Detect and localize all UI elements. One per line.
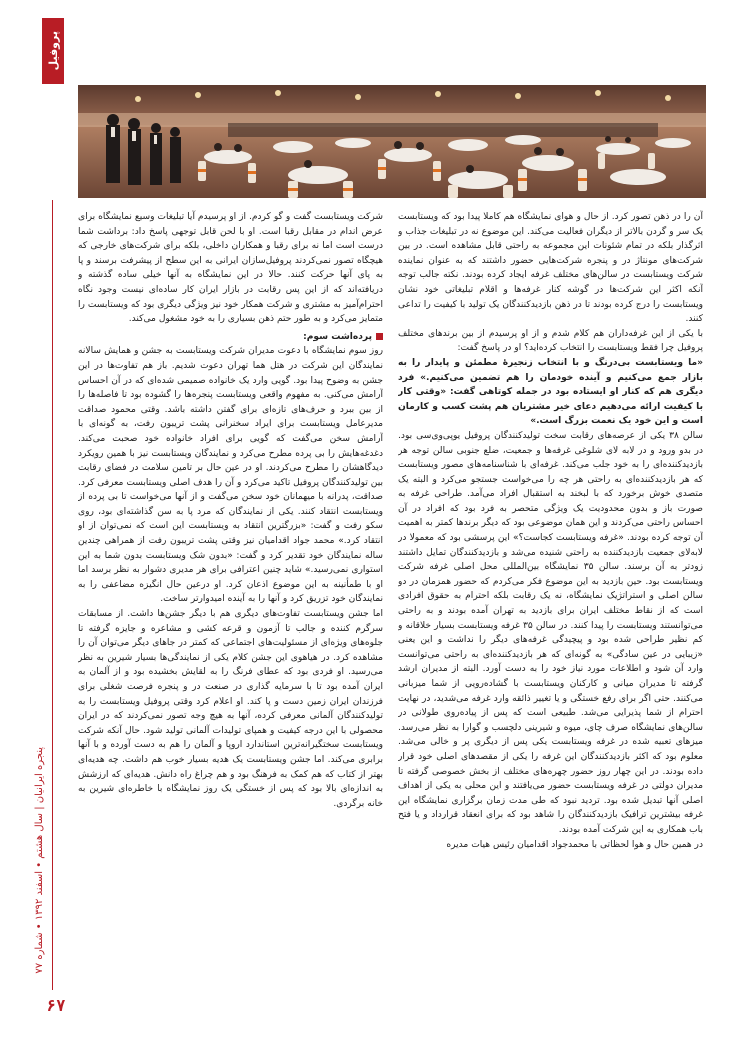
issue-info: پنجره ایرانیان | سال هشتم • اسفند ۱۳۹۲ • شماره ۷۷	[33, 746, 45, 974]
paragraph: آن را در ذهن تصور کرد. از حال و هوای نمایشگاه هم کاملا پیدا بود که ویستابست یک سر و گردن بالاتر از دیگران فعالیت می‌کند. این موضوع نه در تبلیغات جذاب و اثرگذار بلکه در تمام شئونات این مجموعه به راحتی قابل مشاهده است. در بین شرکت‌های مونتاژ در و پنجره شرکت‌هایی حضور داشتند که به عنوان نماینده شرکت ویستابست در سالن‌های مختلف غرفه ایجاد کرده بودند. نکته جالب توجه آنکه اکثر این شرکت‌ها در گوشه کنار غرفه‌ها و اقلام تبلیغاتی خود نشان ویستابست را درج کرده بودند تا در ذهن بازدیدکنندگان یک تولید با کیفیت را تداعی کنند.	[398, 212, 703, 325]
page-number: ۶۷	[46, 996, 66, 1015]
subheading	[78, 330, 383, 345]
subheading-text: پرده‌اشت سوم:	[303, 331, 372, 342]
right-text-column	[398, 210, 703, 1000]
section-tab	[42, 18, 64, 84]
paragraph: شرکت ویستابست گفت و گو کردم. از او پرسیدم آیا تبلیغات وسیع نمایشگاه برای عرض اندام در مقابل رقبا است. او با لحن قابل توجهی پاسخ داد: برداشت شما درست است اما نه برای رقبا و همکاران داخلی، بلکه برای شرکت‌های خارجی که هیچگاه تصور نمی‌کردند پروفیل‌سازان ایرانی به این سطح از پیشرفت برسند و پا به پای آنها حرکت کنند. حالا در این نمایشگاه به آنها خیلی ساده گذشته و دریافته‌اند که از این پس رقابت در بازار ایران کار ساده‌ای نیست وجود نگاه احترام‌آمیز به مشتری و شرکت همکار خود نیز ویژگی دیگری بود که ویستابست را متمایز می‌کرد و به طور حتم ذهن بسیاری را به خود مشغول می‌کند.	[78, 212, 383, 325]
section-label: پروفیل	[46, 31, 60, 71]
paragraph: سالن ۳۸ یکی از عرصه‌های رقابت سخت تولیدکنندگان پروفیل یوپی‌وی‌سی بود. در بدو ورود و در لابه لای شلوغی غرفه‌ها و جمعیت، ضلع جنوبی سالن توجه هر بازدیدکننده‌ای را به خود جلب می‌کند. غرفه‌ای با شناسنامه‌های مصور ویستابست که هر بازدیدکننده‌ای به راحتی هر چه را می‌خواست جستجو می‌کرد و البته یک متصدی خوش برخورد که با لبخند به استقبال افراد می‌آمد. طراحی غرفه به صورت باز و بدون محدودیت یک ویژگی متحصر به فرد بود که افراد در آن احساس راحتی می‌کردند و این همان موضوعی بود که دیگر برندها کمتر به اهمیت آن توجه کرده بودند. «غرفه ویستابست کجاست؟» این پرسشی بود که معمولا در لابه‌لای جمعیت بازدیدکننده به راحتی شنیده می‌شد و بازدیدکنندگان تمایل داشتند زودتر به آن برسند. سالن ۳۵ نمایشگاه بین‌المللی محل اصلی غرفه شرکت ویستابست بود. حین بازدید به این موضوع فکر می‌کردم که حضور همزمان در دو سالن اصلی و استراتژیک نمایشگاه، نه یک رقابت بلکه احترام به حقوق افرادی است که از نقاط مختلف ایران برای بازدید به تهران آمده بودند و به راحتی می‌توانستند ویستابست را پیدا کنند. در سالن ۳۵ غرفه ویستابست بسیار خلاقانه و کم نظیر طراحی شده بود و پیچیدگی غرفه‌های دیگر را نداشت و این یعنی «زیبایی در عین سادگی» به گونه‌ای که هر بازدیدکننده‌ای به راحتی می‌توانست وارد آن شود و اطلاعات مورد نیاز خود را به دست آورد. البته از مدیران ارشد گرفته تا مدیران میانی و کارکنان ویستابست با گشاده‌رویی از شما میزبانی می‌کنند. حتی اگر برای رفع خستگی و یا تغییر ذائقه وارد غرفه می‌شدید، در نهایت احترام از شما پذیرایی می‌شد. طبیعی است که پس از پیاده‌روی طولانی در سالن‌های نمایشگاه صرف چای، میوه و شیرینی دلچسب و گوارا به نظر می‌رسد. میزهای تعبیه شده در غرفه ویستابست یکی پس از دیگری پر و خالی می‌شد. معلوم بود که اکثر بازدیدکنندگان این غرفه را یکی از مقصدهای اصلی خود قرار داده بودند. در این چهار روز حضور چهره‌های مختلف از بخش خصوصی گرفته تا مدیران دولتی در غرفه ویستابست حضور می‌یافتند و این محلی به یکی از اهداف اصلی آنها تبدیل شده بود. تردید نبود که طی مدت زمان برگزاری نمایشگاه این غرفه بیشترین ترافیک بازدیدکنندگان را شاهد بود که برای انعقاد قرارداد و یا فتح باب همکاری به این شرکت آمده بودند.	[398, 430, 703, 835]
paragraph: با یکی از این غرفه‌داران هم کلام شدم و از او پرسیدم از بین برندهای مختلف پروفیل چرا فقط ویستابست را انتخاب کرده‌اید؟ او در پاسخ گفت:	[398, 328, 703, 354]
issue-info-strip	[28, 740, 50, 980]
photo-illustration	[78, 85, 706, 198]
square-bullet-icon	[376, 333, 383, 340]
left-text-column	[78, 210, 383, 1000]
paragraph: اما جشن ویستابست تفاوت‌های دیگری هم با دیگر جشن‌ها داشت. از مسابقات سرگرم کننده و جالب تا آزمون و قرعه کشی و مشاعره و جایزه گرفته تا جلوه‌های ویژه‌ای از مسئولیت‌های اجتماعی که کمتر در جاهای دیگر می‌توان آن را مشاهده کرد. در هیاهوی این جشن کلام یکی از نمایندگی‌ها بسیار شیرین به نظر می‌رسید. او فردی بود که عطای فرنگ را به لقایش بخشیده بود و از آلمان به ایران آمده بود تا با سرمایه گذاری در صنعت در و پنجره فرصت شغلی برای فرزندان ایران زمین دست و پا کند. او اعلام کرد وقتی پروفیل ویستابست را به تولیدکنندگان آلمانی معرفی کرده، آنها به هیچ وجه تصور نمی‌کردند که در ایران محصولی با این درجه کیفیت و همپای تولیدات آلمانی تولید شود. حال آنکه شرکت ویستابست سختگیرانه‌ترین استاندارد اروپا و آلمان را هم به دست آورده و با آنها برابری می‌کند. اما جشن ویستابست یک هدیه بسیار خوب هم داشت. چه هدیه‌ای بهتر از کتاب که هم کمک به فرهنگ بود و هم چراغ راه دانش. هدیه‌ای که ارزشش به اندازه‌ای بالا بود که پس از خستگی یک روز نمایشگاه با خاطره‌ای شیرین به خانه برگردی.	[78, 609, 383, 809]
conference-hall-photo	[78, 85, 706, 198]
sidebar-divider	[52, 200, 53, 990]
paragraph: در همین حال و هوا لحظاتی با محمدجواد اقدامیان رئیس هیات مدیره	[446, 839, 703, 850]
quote-paragraph: «ما ویستابست بی‌درنگ و با انتخاب زنجیرهٔ مطمئن و پایدار را به بازار جمع می‌کنیم و آینده خودمان را هم تضمین می‌کنیم.» فرد دیگری هم که کنار او ایستاده بود در جمله کوتاهی گفت: «وقتی کار با کیفیت ارائه می‌دهیم دعای خیر مشتریان هم پشت کسب و کارمان است و این خود یک نعمت بزرگ است.»	[398, 357, 703, 427]
paragraph: روز سوم نمایشگاه با دعوت مدیران شرکت ویستابست به جشن و همایش سالانه نمایندگان این شرکت در هتل هما تهران دعوت شدیم. باز هم تفاوت‌ها در این جشن به وضوح پیدا بود. گویی وارد یک خانواده صمیمی شده‌ای که در آن احساس آرامش می‌کنی. به مفهوم واقعی ویستابست پنجره‌ها را گشوده بود تا فاصله‌ها را از بین ببرد و حرف‌های تازه‌ای برای گفتن داشته باشد. وقتی محمود صداقت مدیرعامل ویستابست برای ایراد سخنرانی پشت تریبون رفت، به گونه‌ای با آرامش سخن می‌گفت که گویی برای افراد خانواده خود صحبت می‌کند. دغدغه‌هایش را بی پرده مطرح می‌کرد و نمایندگان ویستابست نیز با همین رویکرد دیدگاهشان را مطرح می‌کردند. او در عین حال بر تامین سلامت در فضای رقابت بین تولیدکنندگان پروفیل تاکید می‌کرد و آن را هدف اصلی ویستابست معرفی کرد. صداقت، پدرانه با میهمانان خود سخن می‌گفت و از آنها می‌خواست تا بی پرده از ویستابست انتقاد کنند. یکی از نمایندگان که مرد پا به سن گذاشته‌ای بود، روی سکو رفت و گفت: «بزرگترین انتقاد به ویستابست این است که نمی‌توان از او انتقاد کرد.» محمد جواد اقدامیان نیز وقتی پشت تریبون رفت از همراهی چندین ساله نمایندگان خود تقدیر کرد و گفت: «بدون شک ویستابست بدون شما به این استواری نمی‌رسید.» شاید چنین اعترافی برای هر مدیری دشوار به نظر برسد اما او با طمأنینه به این موضوع اذعان کرد. او درعین حال انگیزه مضاعفی را به نمایندگان خود تزریق کرد و آنها را به آینده امیدوارتر ساخت.	[78, 346, 383, 605]
